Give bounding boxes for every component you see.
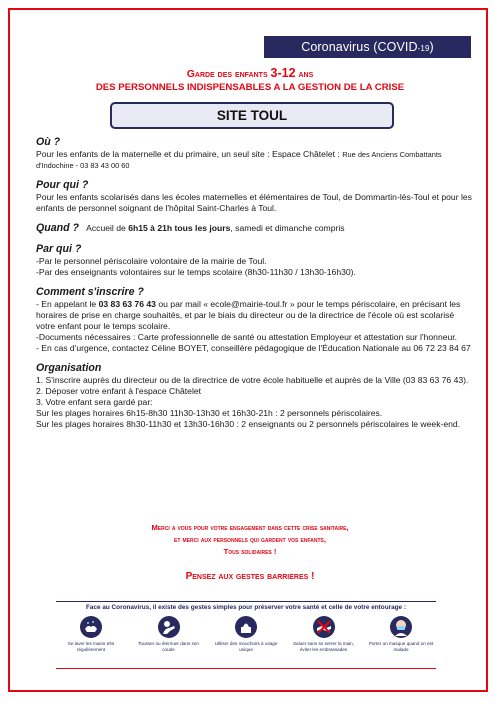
title-line-1: Garde des enfants 3-12 ans [186, 66, 314, 80]
covid-banner: Coronavirus (COVID-19) [264, 36, 471, 58]
text-par-qui-2: -Par des enseignants volontaires sur le temps scolaire (8h30-11h30 / 13h30-16h30). [36, 267, 356, 277]
thanks-line-3: Tous solidaires ! [223, 547, 277, 556]
site-title-box: SITE TOUL [110, 102, 394, 129]
gestures-panel [56, 601, 436, 670]
text-org-4: Sur les plages horaires 6h15-8h30 11h30-13h30 et 16h30-21h : 2 personnels périscolaires. [36, 408, 383, 418]
thanks-message [0, 522, 500, 558]
gesture-item: Utiliser des mouchoirs à usage unique [211, 615, 281, 652]
face-mask-icon [389, 615, 413, 639]
text-org-1: 1. S'inscrire auprès du directeur ou de la directrice de votre école habituelle et auprès de la Ville (03 83 63 76 43). [36, 375, 469, 385]
heading-quand: Quand ? [36, 222, 79, 234]
heading-pour-qui: Pour qui ? [36, 179, 89, 191]
text-org-2: 2. Déposer votre enfant à l'espace Châtelet [36, 386, 202, 396]
title-line-2: DES PERSONNELS INDISPENSABLES A LA GESTION DE LA CRISE [95, 82, 405, 93]
text-inscrire-1: - En appelant le 03 83 63 76 43 ou par mail « ecole@mairie-toul.fr » pour le temps périscolaire, en précisant les horaires de prise en charge souhaités, et par le biais du directeur ou de la directrice de l'école où est scolarisé votre enfant pour le temps scolaire. [36, 299, 461, 331]
text-ou: Pour les enfants de la maternelle et du primaire, un seul site : Espace Châtelet : Rue des Anciens Combattants d'Indochine - 03 83 43 00 60 [36, 149, 442, 170]
tissue-icon [234, 615, 258, 639]
text-org-5: Sur les plages horaires 8h30-11h30 et 13h30-16h30 : 2 enseignants ou 2 personnels périscolaires le week-end. [36, 419, 461, 429]
gesture-item: Saluer sans se serrer la main, éviter les embrassades [289, 615, 359, 652]
main-content [36, 136, 472, 430]
text-inscrire-2: -Documents nécessaires : Carte professionnelle de santé ou attestation Employeur et attestation sur l'honneur. [36, 332, 458, 342]
text-inscrire-3: - En cas d'urgence, contactez Céline BOYET, conseillère pédagogique de l'Éducation Nationale au 06 72 23 84 67 [36, 343, 471, 353]
thanks-line-2: et merci aux personnels qui gardent vos enfants, [174, 535, 326, 544]
text-pour-qui: Pour les enfants scolarisés dans les écoles maternelles et élémentaires de Toul, de Dommartin-lès-Toul et pour les enfants de personnel soignant de l'hôpital Saint-Charles à Toul. [36, 192, 472, 213]
hand-wash-icon [79, 615, 103, 639]
gesture-item: Porter un masque quand on est malade [366, 615, 436, 652]
gesture-item: Tousser ou éternuer dans son coude [134, 615, 204, 652]
thanks-line-1: Merci a vous pour votre engagement dans cette crise sanitaire, [151, 523, 349, 532]
no-handshake-icon [312, 615, 336, 639]
gestures-title: Face au Coronavirus, il existe des gestes simples pour préserver votre santé et celle de votre entourage : [85, 604, 406, 611]
text-par-qui-1: -Par le personnel périscolaire volontaire de la mairie de Toul. [36, 256, 267, 266]
heading-ou: Où ? [36, 136, 61, 148]
barrier-gestures-title: Pensez aux gestes barrieres ! [185, 571, 315, 582]
text-org-3: 3. Votre enfant sera gardé par: [36, 397, 153, 407]
quand-line: Quand ? Accueil de 6h15 à 21h tous les jours, samedi et dimanche compris [36, 222, 345, 234]
gestures-underline [56, 668, 436, 669]
heading-organisation: Organisation [36, 362, 102, 374]
cough-elbow-icon [157, 615, 181, 639]
gesture-item: Se laver les mains très régulièrement [56, 615, 126, 652]
heading-inscrire: Comment s'inscrire ? [36, 286, 144, 298]
heading-par-qui: Par qui ? [36, 243, 82, 255]
